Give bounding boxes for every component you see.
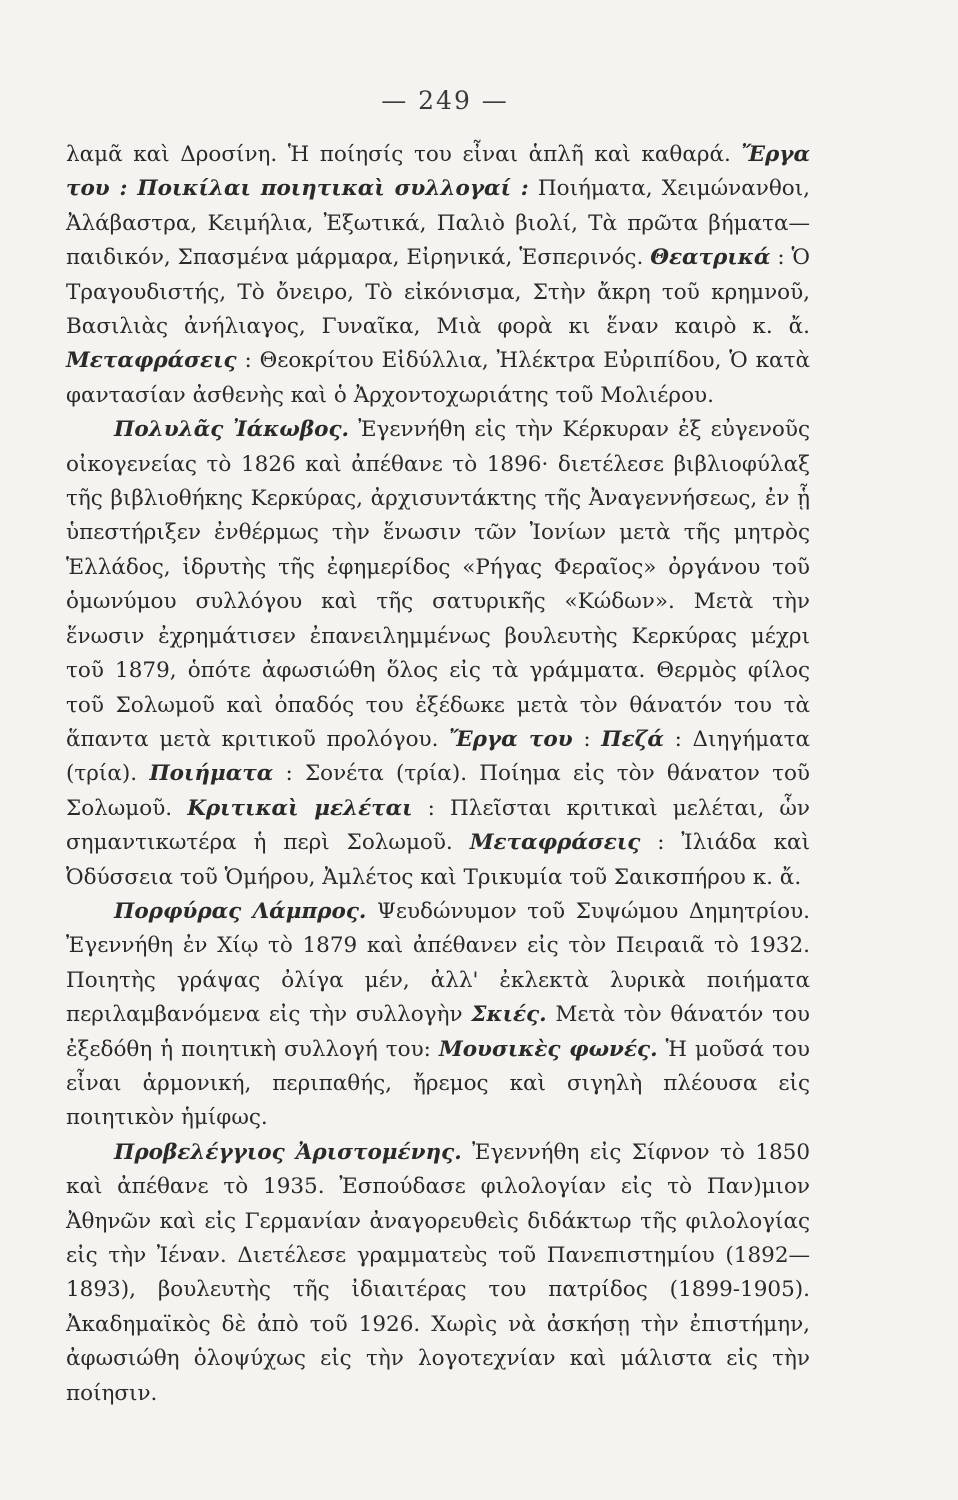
text-run: : Ὁ Τραγουδιστής, Τὸ ὄνειρο, Τὸ εἰκόνισμα, Στὴν ἄκρη τοῦ κρημνοῦ, Βασιλιὰς ἀνήλιαγος, Γυναῖκα, Μιὰ φορὰ κι ἕναν καιρὸ κ. ἄ.	[66, 245, 810, 340]
bold-term: Σκιές.	[471, 1002, 547, 1028]
paragraph-porfyras	[66, 895, 810, 1136]
bold-term: Μεταφράσεις	[66, 348, 237, 374]
text-run: :	[572, 726, 602, 752]
bold-term: Μουσικὲς φωνές.	[438, 1036, 658, 1062]
bold-term: Κριτικαὶ μελέται	[187, 795, 413, 821]
text-run: Μετὰ τὸν θάνατόν του ἐξεδόθη ἡ ποιητικὴ συλλογή του:	[66, 1002, 810, 1062]
bold-term: Ἔργα του	[449, 726, 573, 752]
text-run: : Ἰλιάδα καὶ Ὀδύσσεια τοῦ Ὁμήρου, Ἀμλέτος καὶ Τρικυμία τοῦ Σαικσπήρου κ. ἄ.	[66, 830, 810, 890]
page-number: — 249 —	[381, 86, 509, 115]
text-run: λαμᾶ καὶ Δροσίνη. Ἡ ποίησίς του εἶναι ἁπλῆ καὶ καθαρά.	[66, 142, 742, 167]
paragraph-provelengios	[66, 1136, 810, 1411]
text-run: Ἡ μοῦσά του εἶναι ἁρμονική, περιπαθής, ἤρεμος καὶ σιγηλὴ πλέουσα εἰς ποιητικὸν ἡμίφως.	[66, 1036, 811, 1131]
bold-term: Ποιήματα	[149, 761, 274, 787]
bold-term: Ἔργα του : Ποικίλαι ποιητικαὶ συλλογαί :	[66, 142, 810, 202]
paragraph-drosinis-works	[66, 138, 810, 413]
bold-term: Θεατρικά	[650, 245, 771, 271]
text-run: : Πλεῖσται κριτικαὶ μελέται, ὧν σημαντικωτέρα ἡ περὶ Σολωμοῦ.	[66, 795, 810, 856]
paragraph-polylas	[66, 413, 810, 895]
body-text	[66, 138, 810, 1411]
bold-term: Πορφύρας Λάμπρος.	[114, 898, 367, 924]
bold-term: Μεταφράσεις	[469, 830, 641, 856]
bold-term: Πολυλᾶς Ἰάκωβος.	[114, 417, 350, 443]
text-run: : Διηγήματα (τρία).	[66, 726, 810, 787]
bold-term: Πεζά	[601, 726, 664, 752]
text-run: : Σονέτα (τρία). Ποίημα εἰς τὸν θάνατον τοῦ Σολωμοῦ.	[66, 761, 810, 821]
text-run: : Θεοκρίτου Εἰδύλλια, Ἠλέκτρα Εὐριπίδου, Ὁ κατὰ φαντασίαν ἀσθενὴς καὶ ὁ Ἀρχοντοχωριάτης τοῦ Μολιέρου.	[66, 348, 810, 408]
text-run: Ἐγεννήθη εἰς Σίφνον τὸ 1850 καὶ ἀπέθανε τὸ 1935. Ἐσπούδασε φιλολογίαν εἰς τὸ Παν)μιον Ἀθηνῶν καὶ εἰς Γερμανίαν ἀναγορευθεὶς διδάκτωρ τῆς φιλολογίας εἰς τὴν Ἰέναν. Διετέλεσε γραμματεὺς τοῦ Πανεπιστημίου (1892—1893), βουλευτὴς τῆς ἰδιαιτέρας του πατρίδος (1899-1905). Ἀκαδημαϊκὸς δὲ ἀπὸ τοῦ 1926. Χωρὶς νὰ ἀσκήσῃ τὴν ἐπιστήμην, ἀφωσιώθη ὁλοψύχως εἰς τὴν λογοτεχνίαν καὶ μάλιστα εἰς τὴν ποίησιν.	[66, 1139, 810, 1406]
text-run: Ψευδώνυμον τοῦ Συψώμου Δημητρίου. Ἐγεννήθη ἐν Χίῳ τὸ 1879 καὶ ἀπέθανεν εἰς τὸν Πειραιᾶ τὸ 1932. Ποιητὴς γράψας ὀλίγα μέν, ἀλλ' ἐκλεκτὰ λυρικὰ ποιήματα περιλαμβανόμενα εἰς τὴν συλλογὴν	[66, 898, 810, 1028]
text-run: Ποιήματα, Χειμώνανθοι, Ἀλάβαστρα, Κειμήλια, Ἐξωτικά, Παλιὸ βιολί, Τὰ πρῶτα βήματα—παιδικόν, Σπασμένα μάρμαρα, Εἰρηνικά, Ἑσπερινός.	[66, 176, 810, 271]
text-run: Ἐγεννήθη εἰς τὴν Κέρκυραν ἐξ εὐγενοῦς οἰκογενείας τὸ 1826 καὶ ἀπέθανε τὸ 1896· διετέλεσε βιβλιοφύλαξ τῆς βιβλιοθήκης Κερκύρας, ἀρχισυντάκτης τῆς Ἀναγεννήσεως, ἐν ᾗ ὑπεστήριξεν ἐνθέρμως τὴν ἕνωσιν τῶν Ἰονίων μετὰ τῆς μητρὸς Ἑλλάδος, ἱδρυτὴς τῆς ἐφημερίδος «Ρήγας Φεραῖος» ὀργάνου τοῦ ὁμωνύμου συλλόγου καὶ τῆς σατυρικῆς «Κώδων». Μετὰ τὴν ἕνωσιν ἐχρημάτισεν ἐπανειλημμένως βουλευτὴς Κερκύρας μέχρι τοῦ 1879, ὁπότε ἀφωσιώθη ὅλος εἰς τὰ γράμματα. Θερμὸς φίλος τοῦ Σολωμοῦ καὶ ὀπαδός του ἐξέδωκε μετὰ τὸν θάνατόν του τὰ ἅπαντα μετὰ κριτικοῦ προλόγου.	[66, 417, 810, 752]
bold-term: Προβελέγγιος Ἀριστομένης.	[114, 1139, 462, 1165]
